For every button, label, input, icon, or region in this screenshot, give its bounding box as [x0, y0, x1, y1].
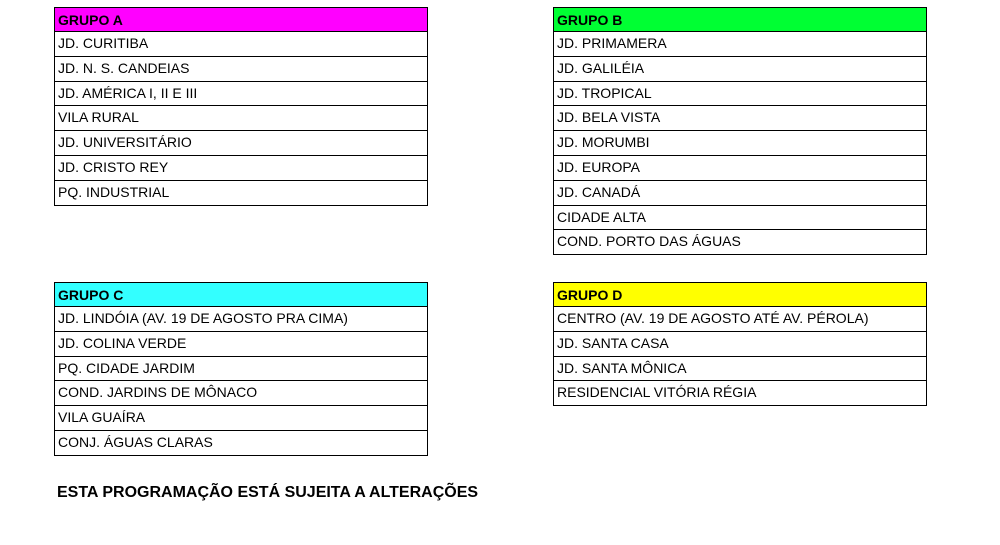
group-b-header: GRUPO B [553, 7, 927, 32]
table-row: RESIDENCIAL VITÓRIA RÉGIA [553, 381, 927, 406]
table-row: JD. AMÉRICA I, II E III [54, 82, 428, 107]
table-row: JD. UNIVERSITÁRIO [54, 131, 428, 156]
group-c-header: GRUPO C [54, 282, 428, 307]
table-row: CENTRO (AV. 19 DE AGOSTO ATÉ AV. PÉROLA) [553, 307, 927, 332]
group-c-table [54, 282, 428, 456]
table-row: JD. GALILÉIA [553, 57, 927, 82]
schedule-notice: ESTA PROGRAMAÇÃO ESTÁ SUJEITA A ALTERAÇÕES [57, 484, 479, 501]
table-row: COND. PORTO DAS ÁGUAS [553, 230, 927, 255]
table-row: JD. CANADÁ [553, 181, 927, 206]
table-row: CIDADE ALTA [553, 206, 927, 231]
table-row: JD. EUROPA [553, 156, 927, 181]
table-row: JD. N. S. CANDEIAS [54, 57, 428, 82]
table-row: JD. LINDÓIA (AV. 19 DE AGOSTO PRA CIMA) [54, 307, 428, 332]
table-row: JD. MORUMBI [553, 131, 927, 156]
table-row: VILA GUAÍRA [54, 406, 428, 431]
table-row: PQ. INDUSTRIAL [54, 181, 428, 206]
group-a-header: GRUPO A [54, 7, 428, 32]
table-row: VILA RURAL [54, 106, 428, 131]
group-a-table [54, 7, 428, 206]
table-row: JD. SANTA CASA [553, 332, 927, 357]
group-b-table [553, 7, 927, 255]
group-d-table [553, 282, 927, 406]
table-row: JD. CURITIBA [54, 32, 428, 57]
table-row: JD. TROPICAL [553, 82, 927, 107]
table-row: JD. COLINA VERDE [54, 332, 428, 357]
table-row: JD. BELA VISTA [553, 106, 927, 131]
table-row: COND. JARDINS DE MÔNACO [54, 381, 428, 406]
table-row: JD. SANTA MÔNICA [553, 357, 927, 382]
table-row: JD. CRISTO REY [54, 156, 428, 181]
table-row: PQ. CIDADE JARDIM [54, 357, 428, 382]
table-row: CONJ. ÁGUAS CLARAS [54, 431, 428, 456]
group-d-header: GRUPO D [553, 282, 927, 307]
table-row: JD. PRIMAMERA [553, 32, 927, 57]
